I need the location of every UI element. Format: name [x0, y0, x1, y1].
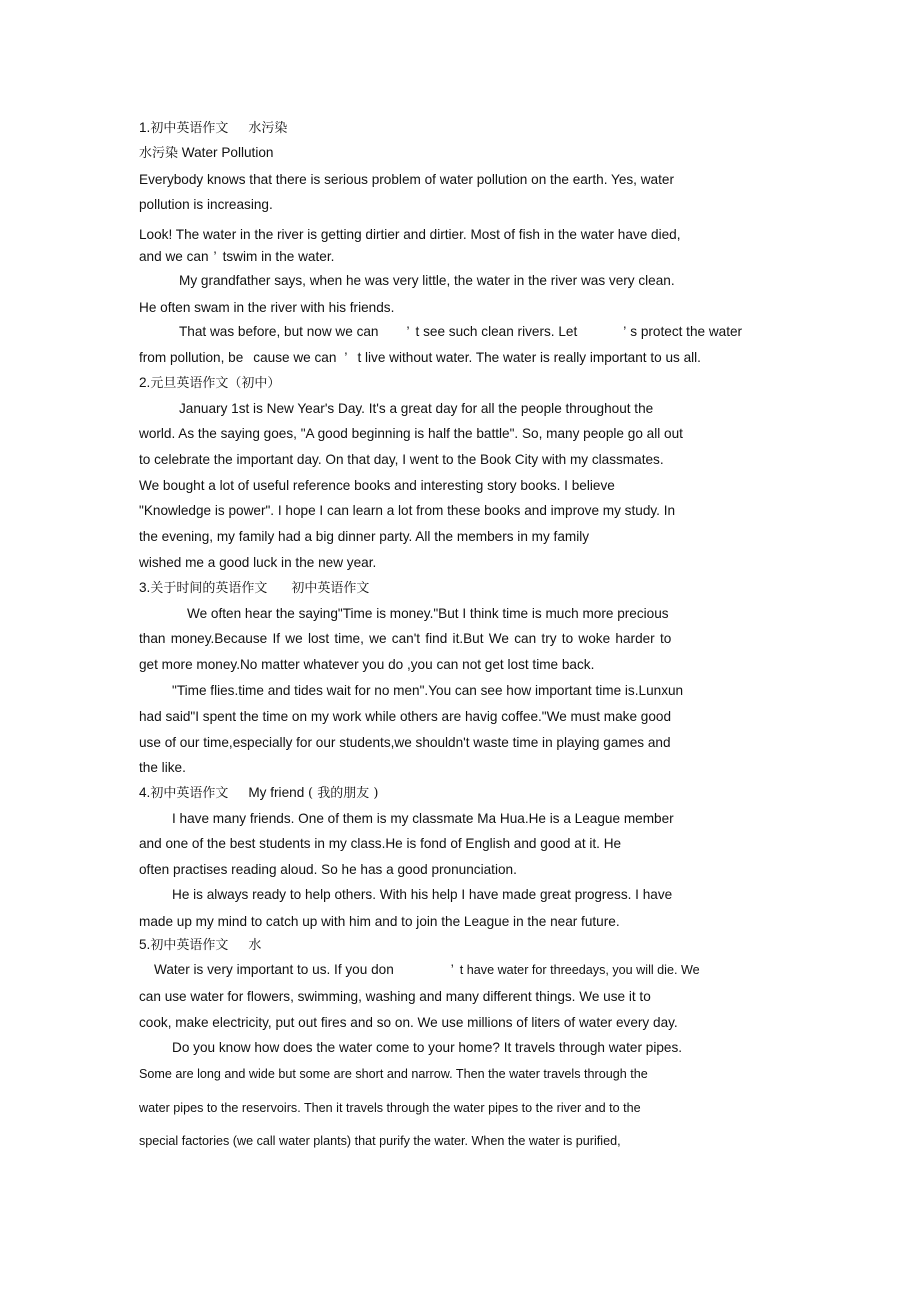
paragraph-line: the evening, my family had a big dinner party. All the members in my family — [139, 529, 590, 544]
paragraph-line: We bought a lot of useful reference books and interesting story books. I believe — [139, 478, 615, 493]
paragraph-line: water pipes to the reservoirs. Then it travels through the water pipes to the river and to the — [139, 1101, 641, 1115]
heading-title: 初中英语作文 — [150, 786, 229, 801]
paragraph-line: often practises reading aloud. So he has a good pronunciation. — [139, 862, 517, 877]
paragraph-line: He is always ready to help others. With his help I have made great progress. I have — [172, 887, 673, 902]
heading-title: 初中英语作文 — [150, 121, 229, 136]
paragraph-line: My grandfather says, when he was very little, the water in the river was very clean. — [179, 273, 675, 288]
paragraph-line: than money.Because If we lost time, we can't find it.But We can try to woke harder to — [139, 631, 672, 646]
paragraph-line: We often hear the saying"Time is money."But I think time is much more precious — [187, 606, 669, 621]
subtitle-en: Water Pollution — [178, 145, 274, 160]
paragraph-line: special factories (we call water plants) that purify the water. When the water is purified, — [139, 1134, 621, 1148]
paragraph-line: can use water for flowers, swimming, washing and many different things. We use it to — [139, 989, 651, 1004]
paragraph-line: Some are long and wide but some are short and narrow. Then the water travels through the — [139, 1067, 648, 1081]
section-2-heading — [139, 374, 280, 393]
paragraph-line: use of our time,especially for our students,we shouldn't waste time in playing games and — [139, 735, 671, 750]
paragraph-line: had said"I spent the time on my work while others are havig coffee."We must make good — [139, 709, 672, 724]
heading-title: 元旦英语作文（初中） — [150, 376, 281, 391]
section-3-heading — [139, 579, 369, 598]
section-1-subtitle — [139, 144, 273, 163]
paragraph-line: and one of the best students in my class.He is fond of English and good at it. He — [139, 836, 622, 851]
paragraph-line: Water is very important to us. If you don ’ t have water for threedays, you will die. We — [154, 962, 700, 977]
paragraph-line: "Knowledge is power". I hope I can learn a lot from these books and improve my study. In — [139, 503, 676, 518]
paragraph-line: to celebrate the important day. On that day, I went to the Book City with my classmates. — [139, 452, 664, 467]
paragraph-line: made up my mind to catch up with him and to join the League in the near future. — [139, 914, 620, 929]
paragraph-line: He often swam in the river with his friends. — [139, 300, 395, 315]
heading-number: 3. — [139, 580, 151, 595]
heading-topic: 初中英语作文 — [291, 581, 370, 596]
paragraph-line: wished me a good luck in the new year. — [139, 555, 377, 570]
paragraph-line: I have many friends. One of them is my classmate Ma Hua.He is a League member — [172, 811, 674, 826]
paragraph-line: pollution is increasing. — [139, 197, 273, 212]
paragraph-line: and we can ’ tswim in the water. — [139, 249, 335, 264]
heading-title: 关于时间的英语作文 — [150, 581, 268, 596]
paragraph-line: Do you know how does the water come to your home? It travels through water pipes. — [172, 1040, 683, 1055]
paragraph-line: the like. — [139, 760, 186, 775]
paragraph-line: "Time flies.time and tides wait for no men".You can see how important time is.Lunxun — [172, 683, 684, 698]
paragraph-line: cook, make electricity, put out fires and so on. We use millions of liters of water every day. — [139, 1015, 678, 1030]
subtitle-zh: 水污染 — [139, 146, 179, 161]
heading-topic: 水 — [248, 938, 262, 953]
paragraph-line: January 1st is New Year's Day. It's a great day for all the people throughout the — [179, 401, 654, 416]
section-1-heading — [139, 119, 287, 138]
paragraph-line: That was before, but now we can ’ t see such clean rivers. Let ’ s protect the water — [179, 324, 743, 339]
heading-number: 4. — [139, 785, 151, 800]
section-5-heading — [139, 936, 261, 955]
heading-number: 5. — [139, 937, 151, 952]
heading-topic-zh: ( 我的朋友 ) — [308, 786, 379, 801]
heading-topic-en: My friend — [248, 785, 305, 800]
heading-number: 2. — [139, 375, 151, 390]
paragraph-line: Look! The water in the river is getting dirtier and dirtier. Most of fish in the water have died, — [139, 227, 681, 242]
section-4-heading — [139, 784, 378, 803]
paragraph-line: get more money.No matter whatever you do ,you can not get lost time back. — [139, 657, 595, 672]
paragraph-line: from pollution, be cause we can ’ t live without water. The water is really important to us all. — [139, 350, 701, 365]
heading-topic: 水污染 — [248, 121, 288, 136]
paragraph-line: Everybody knows that there is serious problem of water pollution on the earth. Yes, water — [139, 172, 674, 187]
paragraph-line: world. As the saying goes, "A good beginning is half the battle". So, many people go all out — [139, 426, 683, 441]
heading-number: 1. — [139, 120, 151, 135]
heading-title: 初中英语作文 — [150, 938, 229, 953]
